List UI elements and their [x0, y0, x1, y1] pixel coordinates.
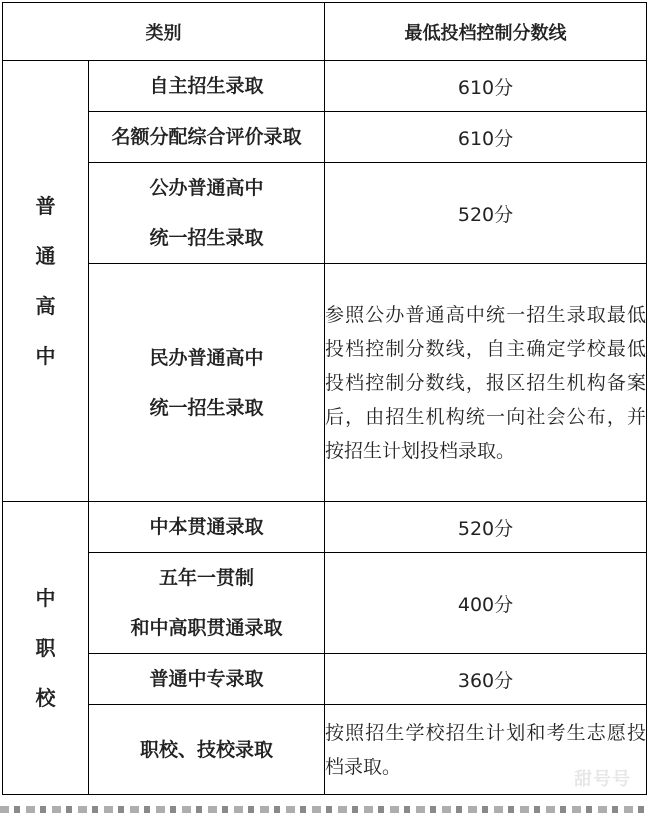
- value-cell: 610分: [325, 61, 647, 112]
- category-cell: [89, 705, 325, 795]
- table-row: [3, 264, 647, 502]
- category-line: 自主招生录取: [149, 75, 264, 97]
- category-line: 五年一贯制: [158, 567, 254, 589]
- category-cell: [89, 163, 325, 264]
- group-label-vocational-school: [3, 502, 89, 795]
- category-line: 职校、技校录取: [139, 738, 273, 761]
- value-cell: 400分: [325, 553, 647, 654]
- score-line-table: [2, 2, 647, 795]
- category-line: 统一招生录取: [149, 396, 264, 419]
- value-cell: 520分: [325, 163, 647, 264]
- table-header-row: [3, 3, 647, 61]
- category-line: 普通中专录取: [149, 668, 264, 690]
- category-cell: [89, 654, 325, 705]
- header-category: 类别: [3, 3, 325, 61]
- value-cell: 610分: [325, 112, 647, 163]
- table-row: [3, 654, 647, 705]
- table-row: [3, 112, 647, 163]
- group-label-char: 通: [35, 244, 56, 268]
- value-cell: 360分: [325, 654, 647, 705]
- header-score-line: 最低投档控制分数线: [325, 3, 647, 61]
- category-line: 名额分配综合评价录取: [111, 126, 302, 148]
- category-line: 中本贯通录取: [149, 516, 264, 538]
- category-cell: [89, 112, 325, 163]
- category-line: 民办普通高中: [149, 346, 264, 369]
- group-label-char: 普: [35, 194, 56, 218]
- category-line: 统一招生录取: [149, 227, 264, 249]
- table-row: [3, 705, 647, 795]
- group-label-char: 校: [35, 686, 56, 710]
- category-line: 公办普通高中: [149, 177, 264, 199]
- table-row: [3, 502, 647, 553]
- category-cell: [89, 264, 325, 502]
- note-cell: 按照招生学校招生计划和考生志愿投档录取。: [325, 705, 647, 795]
- table-row: [3, 163, 647, 264]
- group-label-char: 中: [35, 586, 56, 610]
- category-cell: [89, 553, 325, 654]
- category-cell: [89, 61, 325, 112]
- value-cell: 520分: [325, 502, 647, 553]
- group-label-char: 中: [35, 344, 56, 368]
- group-label-char: 高: [35, 294, 56, 318]
- cropped-text-strip: [0, 806, 649, 813]
- note-cell: 参照公办普通高中统一招生录取最低投档控制分数线，自主确定学校最低投档控制分数线，报区招生机构备案后，由招生机构统一向社会公布，并按招生计划投档录取。: [325, 264, 647, 502]
- group-label-char: 职: [35, 636, 56, 660]
- watermark: 甜号号: [574, 769, 631, 790]
- table-row: [3, 553, 647, 654]
- category-line: 和中高职贯通录取: [130, 617, 283, 639]
- category-cell: [89, 502, 325, 553]
- table-row: [3, 61, 647, 112]
- group-label-general-high-school: [3, 61, 89, 502]
